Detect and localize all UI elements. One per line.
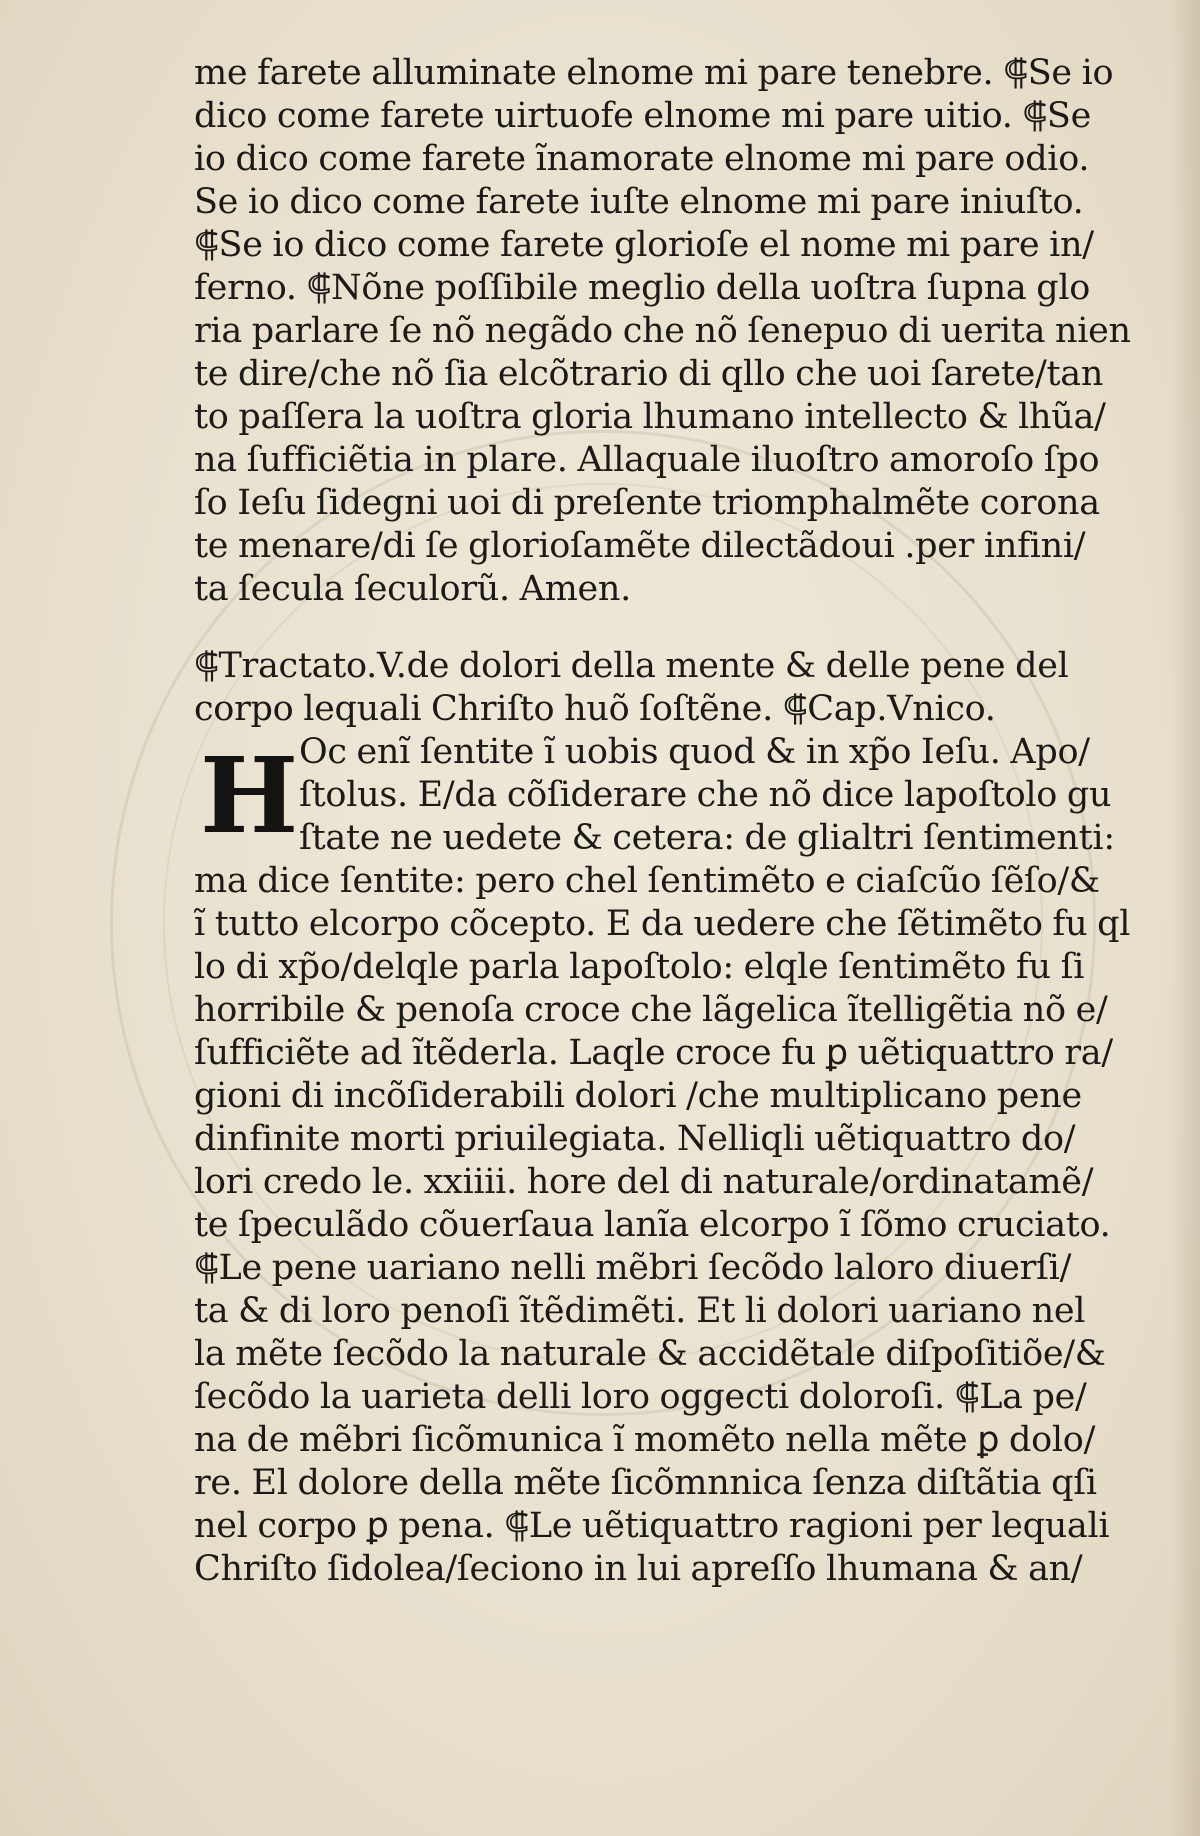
text-line: Se io dico come farete iuſte elnome mi pare iniuſto. bbox=[194, 182, 1084, 222]
text-line: ſo Ieſu ſidegni uoi di preſente triomphalmẽte corona bbox=[194, 483, 1100, 523]
drop-cap-initial: H bbox=[200, 734, 299, 857]
text-line: ĩ tutto elcorpo cõcepto. E da uedere che ſẽtimẽto fu ql bbox=[194, 904, 1131, 944]
text-line: Oc enĩ ſentite ĩ uobis quod & in xp̃o Ieſu. Apo/ bbox=[299, 732, 1090, 772]
paragraph-conclusion bbox=[194, 52, 1131, 611]
text-line: dico come farete uirtuofe elnome mi pare uitio. ⸿Se bbox=[194, 96, 1092, 136]
text-line: la mẽte ſecõdo la naturale & accidẽtale diſpoſitiõe/& bbox=[194, 1334, 1106, 1374]
text-line: io dico come farete ĩnamorate elnome mi pare odio. bbox=[194, 139, 1090, 179]
text-line: ⸿Se io dico come farete glorioſe el nome mi pare in/ bbox=[194, 225, 1094, 265]
text-line: re. El dolore della mẽte ſicõmnnica ſenza diſtãtia qſi bbox=[194, 1463, 1097, 1503]
text-line: ma dice ſentite: pero chel ſentimẽto e ciaſcũo ſẽſo/& bbox=[194, 861, 1100, 901]
text-line: te menare/di ſe glorioſamẽte dilectãdoui .per infini/ bbox=[194, 526, 1086, 566]
text-line: ſtolus. E/da cõſiderare che nõ dice lapoſtolo gu bbox=[299, 775, 1112, 815]
text-line: na ſufficiẽtia in plare. Allaquale iluoſtro amoroſo ſpo bbox=[194, 440, 1100, 480]
text-line: ta ſecula ſeculorũ. Amen. bbox=[194, 569, 631, 609]
text-line: te ſpeculãdo cõuerſaua lanĩa elcorpo ĩ ſõmo cruciato. bbox=[194, 1205, 1111, 1245]
chapter-heading-line: ⸿Tractato.V.de dolori della mente & delle pene del bbox=[194, 646, 1069, 686]
text-line: dinfinite morti priuilegiata. Nelliqli uẽtiquattro do/ bbox=[194, 1119, 1076, 1159]
chapter-heading-line: corpo lequali Chriſto huõ ſoſtẽne. ⸿Cap.Vnico. bbox=[194, 689, 996, 729]
text-line: lo di xp̃o/delqle parla lapoſtolo: elqle ſentimẽto fu ſi bbox=[194, 947, 1085, 987]
text-line: na de mẽbri ſicõmunica ĩ momẽto nella mẽte ꝑ dolo/ bbox=[194, 1420, 1096, 1460]
text-line: lori credo le. xxiiii. hore del di naturale/ordinatamẽ/ bbox=[194, 1162, 1094, 1202]
text-line: te dire/che nõ ſia elcõtrario di qllo che uoi ſarete/tan bbox=[194, 354, 1104, 394]
text-line: ⸿Le pene uariano nelli mẽbri ſecõdo laloro diuerſi/ bbox=[194, 1248, 1072, 1288]
paragraph-tractato bbox=[194, 645, 1131, 1591]
text-line: me farete alluminate elnome mi pare tenebre. ⸿Se io bbox=[194, 53, 1114, 93]
text-line: nel corpo ꝑ pena. ⸿Le uẽtiquattro ragioni per lequali bbox=[194, 1506, 1110, 1546]
text-line: ſufficiẽte ad ĩtẽderla. Laqle croce fu ꝑ uẽtiquattro ra/ bbox=[194, 1033, 1113, 1073]
text-line: ferno. ⸿Nõne poſſibile meglio della uoſtra ſupna glo bbox=[194, 268, 1090, 308]
text-line: ſtate ne uedete & cetera: de glialtri ſentimenti: bbox=[299, 818, 1115, 858]
text-line: horribile & penoſa croce che lãgelica ĩtelligẽtia nõ e/ bbox=[194, 990, 1108, 1030]
text-line: Chriſto ſidolea/ſeciono in lui apreſſo lhumana & an/ bbox=[194, 1549, 1083, 1589]
text-line: gioni di incõſiderabili dolori /che multiplicano pene bbox=[194, 1076, 1082, 1116]
text-line: ta & di loro penoſi ĩtẽdimẽti. Et li dolori uariano nel bbox=[194, 1291, 1086, 1331]
text-line: to paſſera la uoſtra gloria lhumano intellecto & lhũa/ bbox=[194, 397, 1106, 437]
text-line: ſecõdo la uarieta delli loro oggecti doloroſi. ⸿La pe/ bbox=[194, 1377, 1087, 1417]
text-line: ria parlare ſe nõ negãdo che nõ ſenepuo di uerita nien bbox=[194, 311, 1131, 351]
